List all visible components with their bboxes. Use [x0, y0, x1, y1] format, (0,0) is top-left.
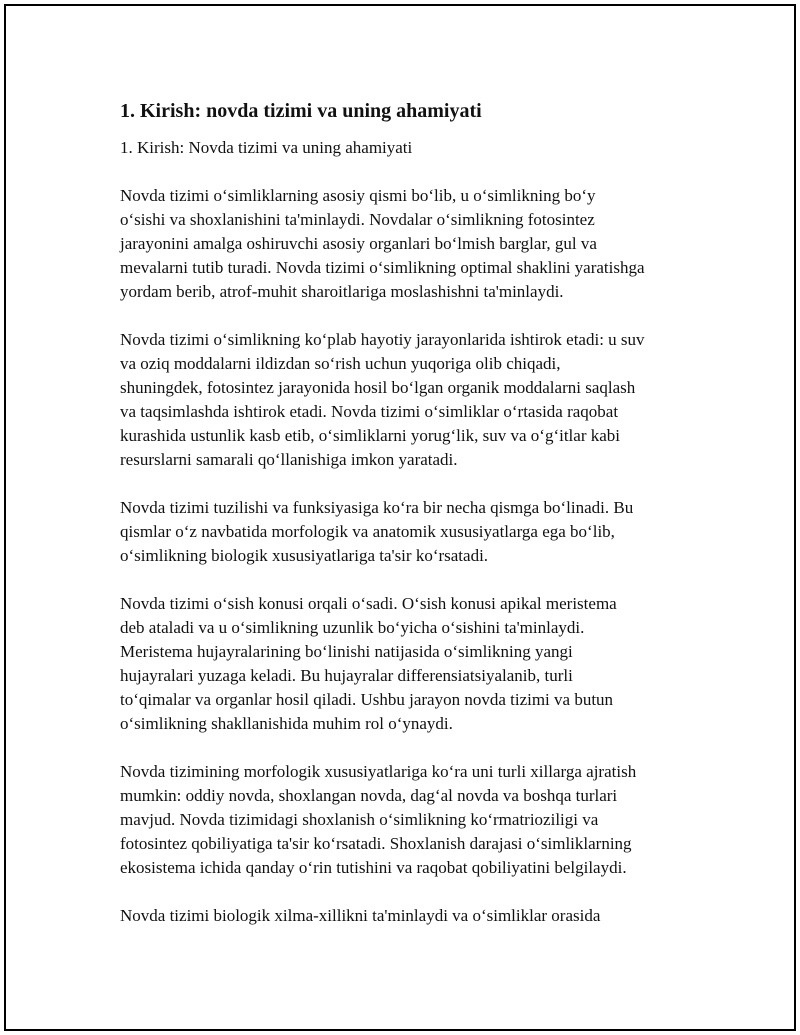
- text-line: jarayonini amalga oshiruvchi asosiy organlari bo‘lmish barglar, gul va: [120, 234, 597, 253]
- text-line: kurashida ustunlik kasb etib, o‘simliklarni yorug‘lik, suv va o‘g‘itlar kabi: [120, 426, 620, 445]
- text-line: o‘simlikning shakllanishida muhim rol o‘ynaydi.: [120, 714, 453, 733]
- text-line: shuningdek, fotosintez jarayonida hosil bo‘lgan organik moddalarni saqlash: [120, 378, 636, 397]
- text-line: Novda tizimi o‘simliklarning asosiy qismi bo‘lib, u o‘simlikning bo‘y: [120, 186, 596, 205]
- text-line: va oziq moddalarni ildizdan so‘rish uchun yuqoriga olib chiqadi,: [120, 354, 561, 373]
- text-line: yordam berib, atrof-muhit sharoitlariga moslashishni ta'minlaydi.: [120, 282, 564, 301]
- text-line: o‘sishi va shoxlanishini ta'minlaydi. Novdalar o‘simlikning fotosintez: [120, 210, 595, 229]
- paragraph-4: [120, 592, 700, 736]
- text-line: Novda tizimining morfologik xususiyatlariga ko‘ra uni turli xillarga ajratish: [120, 762, 637, 781]
- text-line: hujayralari yuzaga keladi. Bu hujayralar differensiatsiyalanib, turli: [120, 666, 573, 685]
- text-line: o‘simlikning biologik xususiyatlariga ta'sir ko‘rsatadi.: [120, 546, 489, 565]
- text-line: Novda tizimi o‘sish konusi orqali o‘sadi. O‘sish konusi apikal meristema: [120, 594, 617, 613]
- text-line: fotosintez qobiliyatiga ta'sir ko‘rsatadi. Shoxlanish darajasi o‘simliklarning: [120, 834, 632, 853]
- text-line: to‘qimalar va organlar hosil qiladi. Ushbu jarayon novda tizimi va butun: [120, 690, 614, 709]
- text-line: resurslarni samarali qo‘llanishiga imkon yaratadi.: [120, 450, 458, 469]
- text-line: ekosistema ichida qanday o‘rin tutishini va raqobat qobiliyatini belgilaydi.: [120, 858, 627, 877]
- text-line: Meristema hujayralarining bo‘linishi natijasida o‘simlikning yangi: [120, 642, 573, 661]
- text-line: mavjud. Novda tizimidagi shoxlanish o‘simlikning ko‘rmatrioziligi va: [120, 810, 599, 829]
- text-line: qismlar o‘z navbatida morfologik va anatomik xususiyatlarga ega bo‘lib,: [120, 522, 615, 541]
- text-line: Novda tizimi tuzilishi va funksiyasiga ko‘ra bir necha qismga bo‘linadi. Bu: [120, 498, 634, 517]
- page-title: 1. Kirish: novda tizimi va uning ahamiyati: [120, 100, 482, 122]
- text-line: va taqsimlashda ishtirok etadi. Novda tizimi o‘simliklar o‘rtasida raqobat: [120, 402, 619, 421]
- document-body: [120, 97, 700, 952]
- paragraph-3: [120, 496, 700, 568]
- text-line: mumkin: oddiy novda, shoxlangan novda, dag‘al novda va boshqa turlari: [120, 786, 618, 805]
- text-line: deb ataladi va u o‘simlikning uzunlik bo‘yicha o‘sishini ta'minlaydi.: [120, 618, 585, 637]
- section-subtitle: 1. Kirish: Novda tizimi va uning ahamiyati: [120, 138, 413, 157]
- text-line: Novda tizimi biologik xilma-xillikni ta'minlaydi va o‘simliklar orasida: [120, 906, 601, 925]
- page-frame: [4, 4, 796, 1031]
- paragraph-1: [120, 184, 700, 304]
- paragraph-2: [120, 328, 700, 472]
- paragraph-6: [120, 904, 700, 928]
- text-line: Novda tizimi o‘simlikning ko‘plab hayotiy jarayonlarida ishtirok etadi: u suv: [120, 330, 645, 349]
- paragraph-5: [120, 760, 700, 880]
- text-line: mevalarni tutib turadi. Novda tizimi o‘simlikning optimal shaklini yaratishga: [120, 258, 645, 277]
